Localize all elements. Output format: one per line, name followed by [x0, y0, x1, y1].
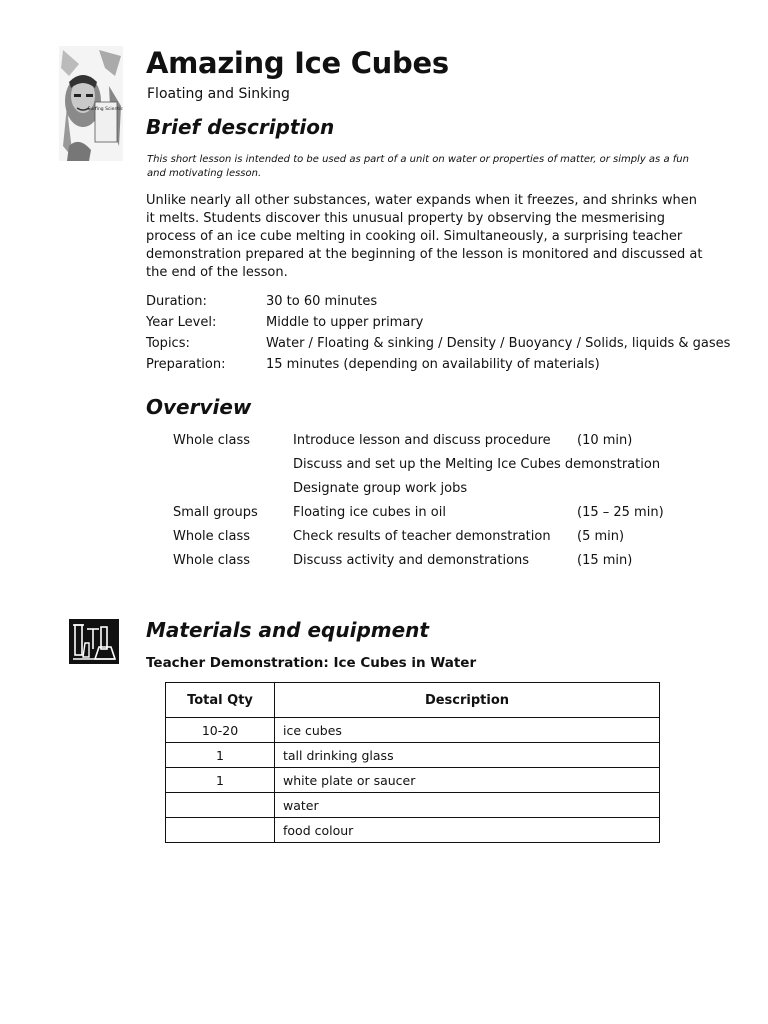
overview-group	[173, 479, 293, 503]
description-cell: white plate or saucer	[275, 768, 660, 793]
overview-schedule	[173, 431, 768, 575]
qty-cell	[166, 818, 275, 843]
book-cover-text: Surfing Scientist	[87, 107, 123, 112]
table-header-row	[166, 683, 660, 718]
detail-row	[146, 354, 730, 375]
detail-label: Duration:	[146, 294, 207, 309]
overview-activity: Check results of teacher demonstration	[293, 529, 551, 544]
detail-value: 30 to 60 minutes	[266, 294, 378, 309]
overview-group: Whole class	[173, 433, 251, 448]
lab-equipment-icon	[69, 619, 119, 664]
overview-time: (15 – 25 min)	[577, 505, 664, 520]
overview-heading: Overview	[146, 395, 252, 419]
intro-text: This short lesson is intended to be used as part of a unit on water or properties of matter, or simply as a fun and motivating lesson.	[147, 154, 689, 179]
table-row	[166, 793, 660, 818]
overview-activity: Floating ice cubes in oil	[293, 505, 446, 520]
overview-group: Whole class	[173, 529, 251, 544]
overview-row	[173, 455, 768, 479]
brief-description-heading: Brief description	[146, 115, 335, 139]
detail-value: 15 minutes (depending on availability of materials)	[266, 357, 600, 372]
page-title: Amazing Ice Cubes	[146, 46, 449, 80]
overview-group	[173, 455, 293, 479]
detail-row	[146, 312, 730, 333]
description-cell: water	[275, 793, 660, 818]
overview-activity: Introduce lesson and discuss procedure	[293, 433, 551, 448]
cover-photo	[59, 46, 123, 161]
column-header-description: Description	[275, 683, 660, 718]
overview-row	[173, 551, 768, 575]
detail-row	[146, 333, 730, 354]
detail-label: Topics:	[146, 336, 190, 351]
qty-cell: 1	[166, 743, 275, 768]
detail-value: Water / Floating & sinking / Density / Buoyancy / Solids, liquids & gases	[266, 336, 731, 351]
materials-table	[165, 682, 660, 843]
column-header-qty: Total Qty	[166, 683, 275, 718]
lesson-details	[146, 291, 730, 375]
overview-time	[577, 479, 667, 503]
overview-time: (5 min)	[577, 529, 625, 544]
detail-row	[146, 291, 730, 312]
overview-time: (15 min)	[577, 553, 633, 568]
detail-label: Preparation:	[146, 357, 226, 372]
overview-group: Whole class	[173, 553, 251, 568]
qty-cell	[166, 793, 275, 818]
materials-subheading: Teacher Demonstration: Ice Cubes in Water	[146, 655, 477, 671]
overview-activity: Designate group work jobs	[293, 481, 468, 496]
detail-value: Middle to upper primary	[266, 315, 424, 330]
overview-activity: Discuss and set up the Melting Ice Cubes demonstration	[293, 457, 661, 472]
table-row	[166, 743, 660, 768]
description-paragraph: Unlike nearly all other substances, water expands when it freezes, and shrinks when it melts. Students discover this unusual property by observing the mesmerising process of an ice cube melting in cooking oil. Simultaneously, a surprising teacher demonstration prepared at the beginning of the lesson is monitored and discussed at the end of the lesson.	[146, 193, 703, 280]
detail-label: Year Level:	[146, 315, 217, 330]
overview-time	[693, 455, 768, 479]
description-cell: ice cubes	[275, 718, 660, 743]
qty-cell: 10-20	[166, 718, 275, 743]
qty-cell: 1	[166, 768, 275, 793]
materials-heading: Materials and equipment	[146, 618, 429, 642]
page-subtitle: Floating and Sinking	[147, 86, 290, 102]
description-cell: tall drinking glass	[275, 743, 660, 768]
overview-row	[173, 431, 768, 455]
overview-time: (10 min)	[577, 433, 633, 448]
table-row	[166, 818, 660, 843]
overview-activity: Discuss activity and demonstrations	[293, 553, 530, 568]
description-cell: food colour	[275, 818, 660, 843]
overview-group: Small groups	[173, 505, 258, 520]
table-row	[166, 718, 660, 743]
overview-row	[173, 527, 768, 551]
table-row	[166, 768, 660, 793]
overview-row	[173, 503, 768, 527]
overview-row	[173, 479, 768, 503]
